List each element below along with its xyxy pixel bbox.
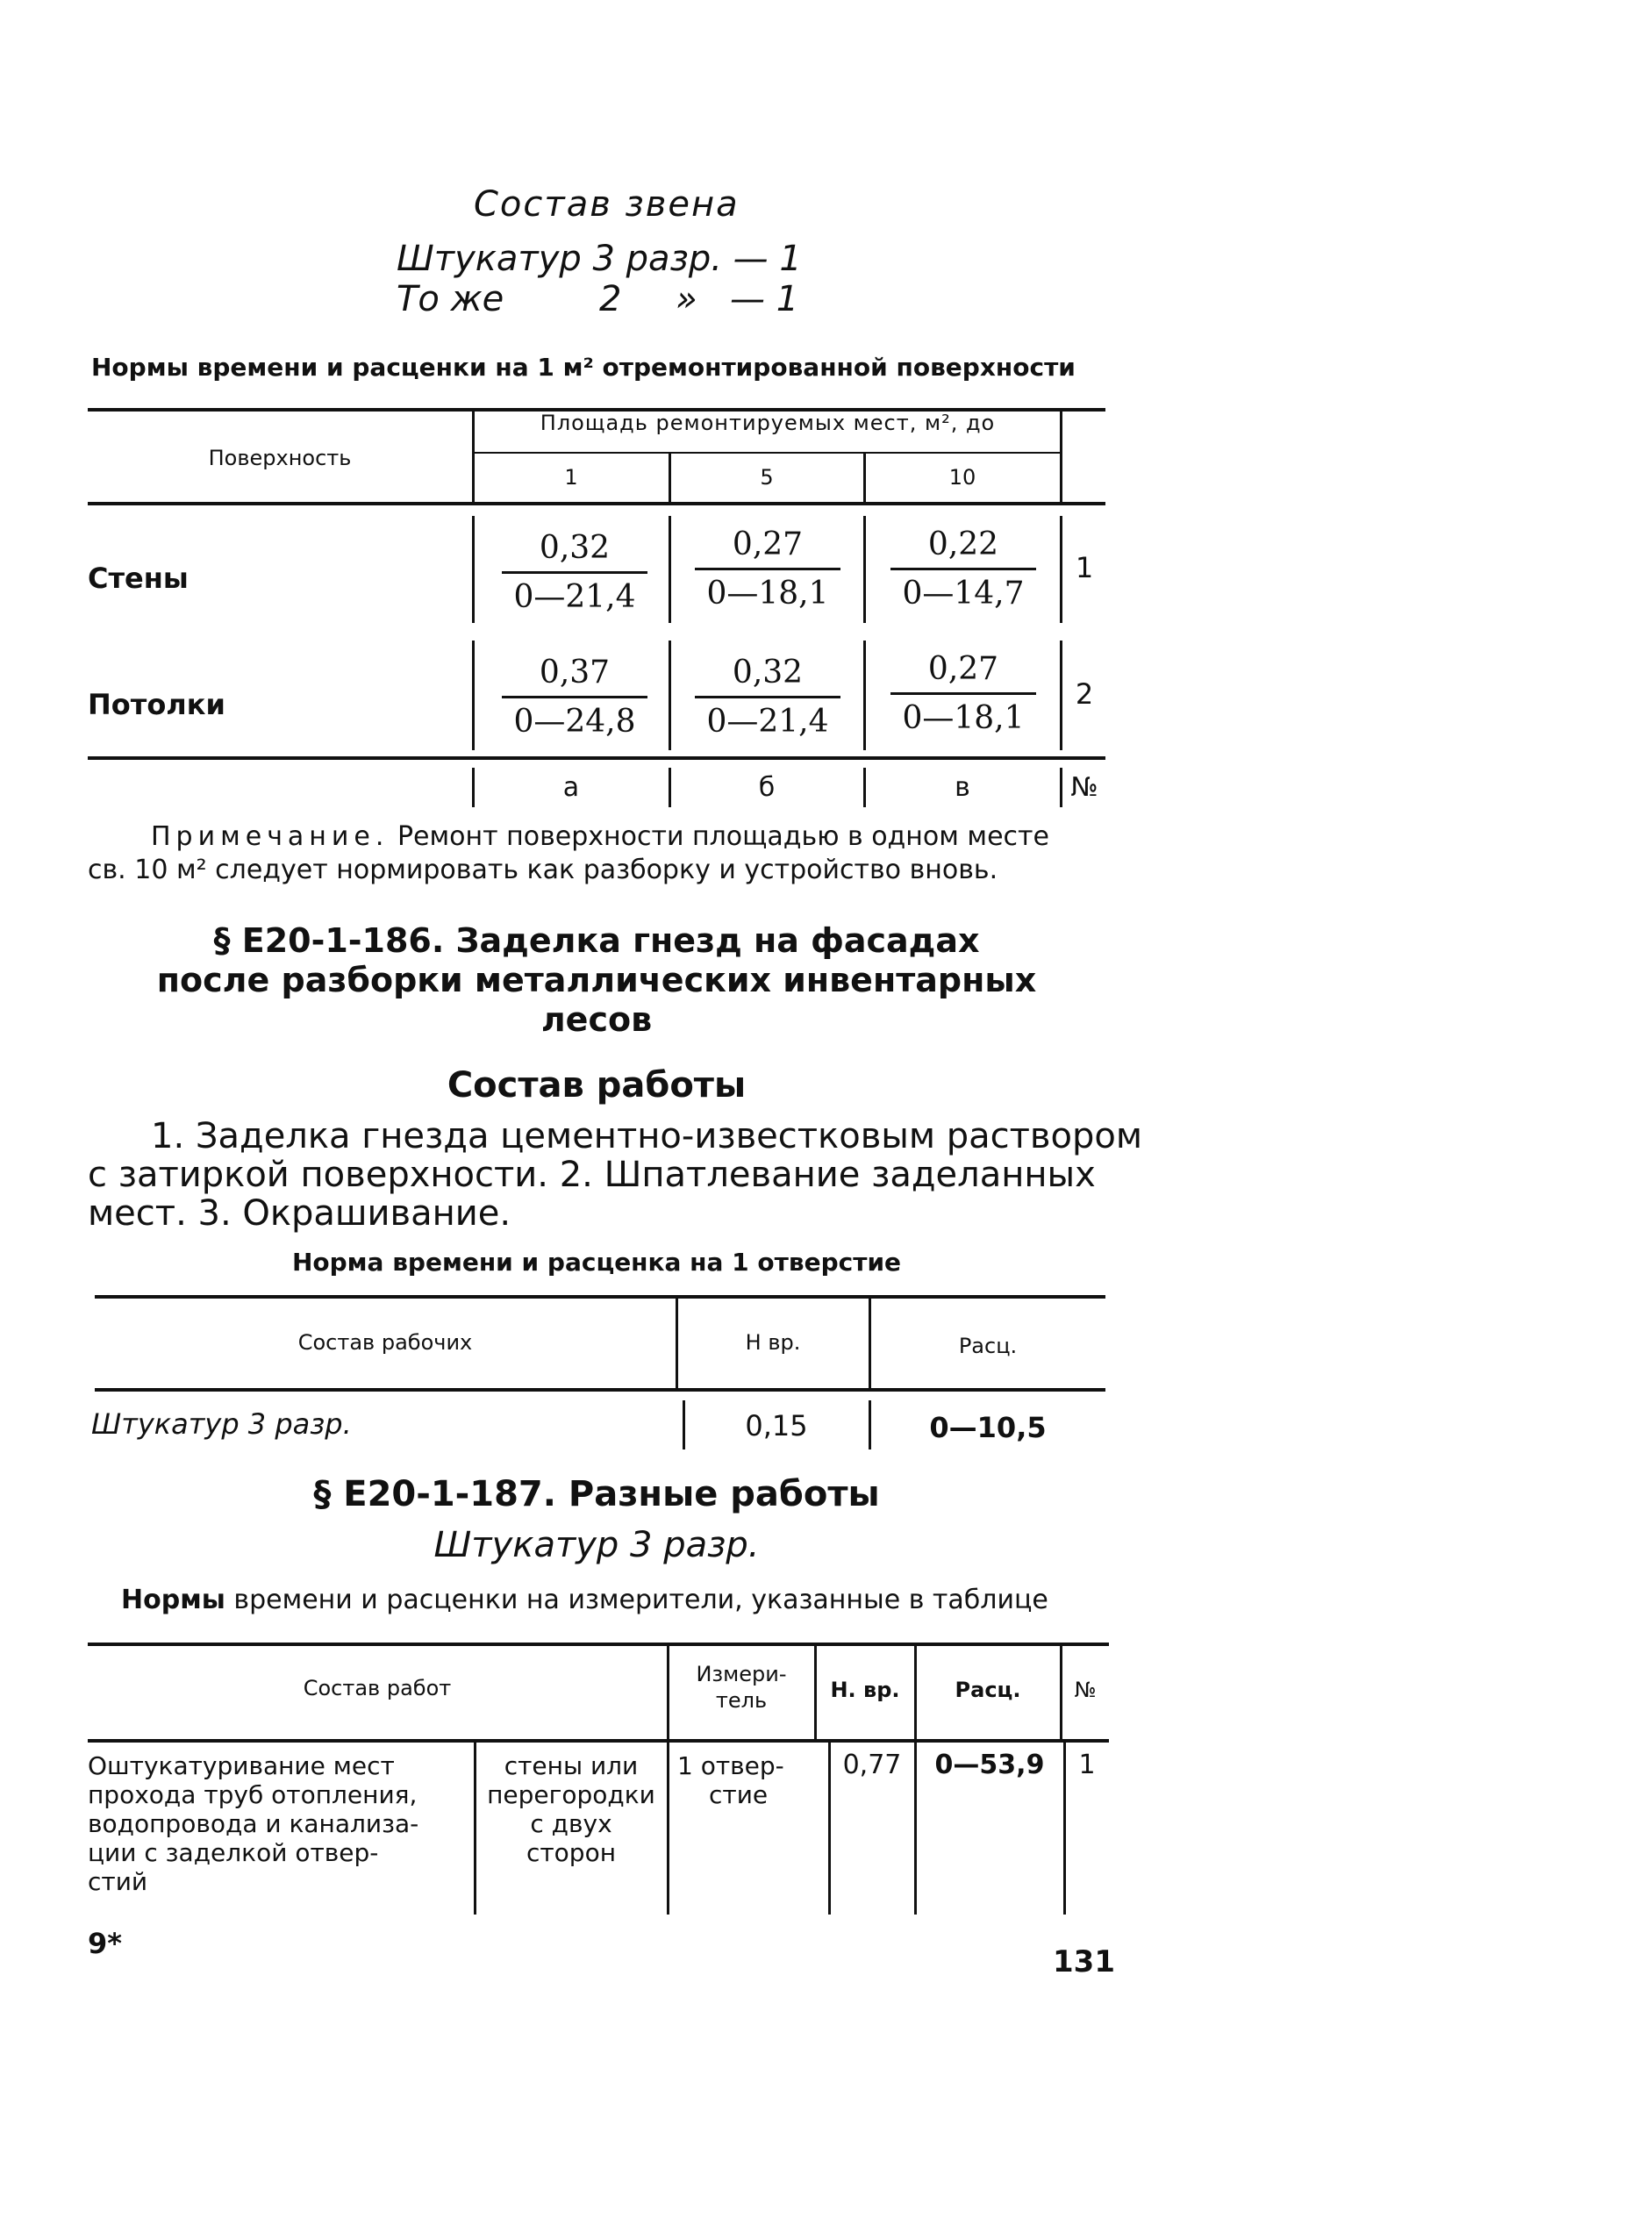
table3-caption-rest: времени и расценки на измерители, указанные в таблице bbox=[233, 1585, 1048, 1615]
crew-line-2-label: То же bbox=[397, 279, 504, 319]
col-area-header: Площадь ремонтируемых мест, м², до bbox=[540, 411, 996, 435]
col-surface-header: Поверхность bbox=[208, 446, 352, 470]
row-where-line-2: перегородки bbox=[487, 1780, 655, 1809]
crew-line-2-grade: 2 bbox=[599, 279, 622, 319]
walls-area-5 bbox=[684, 526, 851, 612]
area-col-10: 10 bbox=[948, 465, 976, 490]
section187-subtitle: Штукатур 3 разр. bbox=[433, 1525, 760, 1565]
ceilings-area-5 bbox=[684, 655, 851, 740]
row-where bbox=[476, 1751, 667, 1867]
ceilings-area-10-price: 0—18,1 bbox=[902, 700, 1025, 736]
area-col-5: 5 bbox=[760, 465, 774, 490]
note-label: Примечание. bbox=[151, 821, 390, 852]
walls-area-1-time: 0,32 bbox=[539, 530, 611, 566]
row-nvr: 0,15 bbox=[745, 1409, 808, 1442]
footer-col-v: в bbox=[955, 772, 970, 803]
note bbox=[151, 821, 1116, 852]
section186-title-1: § Е20-1-186. Заделка гнезд на фасадах bbox=[213, 921, 980, 960]
row-rasc-187: 0—53,9 bbox=[934, 1750, 1045, 1780]
row-desc-line-2: прохода труб отопления, bbox=[88, 1780, 418, 1809]
row-where-line-3: с двух bbox=[530, 1809, 612, 1838]
ceilings-row-number: 2 bbox=[1075, 677, 1094, 711]
section187-title: § Е20-1-187. Разные работы bbox=[313, 1474, 880, 1514]
row-rasc: 0—10,5 bbox=[929, 1411, 1047, 1444]
row-label-ceilings: Потолки bbox=[88, 688, 225, 721]
row-meter-line-1: 1 отвер- bbox=[677, 1751, 784, 1780]
row-worker: Штукатур 3 разр. bbox=[91, 1407, 352, 1441]
row-where-line-4: сторон bbox=[526, 1838, 617, 1867]
table3-caption-bold: Нормы bbox=[121, 1585, 225, 1615]
walls-area-10-price: 0—14,7 bbox=[902, 576, 1025, 612]
crew-line-2-ditto: » bbox=[676, 279, 697, 319]
table3-caption bbox=[121, 1585, 1048, 1615]
crew-line-2-count: — 1 bbox=[730, 279, 799, 319]
row-desc-line-5: стий bbox=[88, 1867, 148, 1896]
walls-area-10-time: 0,22 bbox=[927, 526, 999, 562]
page-number: 131 bbox=[1053, 1944, 1115, 1979]
row-no-187: 1 bbox=[1078, 1750, 1096, 1780]
work-composition-title: Состав работы bbox=[447, 1065, 747, 1106]
ceilings-area-1 bbox=[491, 655, 658, 740]
work-line-2: с затиркой поверхности. 2. Шпатлевание заделанных bbox=[88, 1155, 1096, 1195]
work-line-3: мест. 3. Окрашивание. bbox=[88, 1193, 511, 1234]
col-work-header: Состав работ bbox=[303, 1676, 452, 1700]
signature-mark: 9* bbox=[88, 1927, 122, 1960]
walls-area-10 bbox=[880, 526, 1047, 612]
walls-row-number: 1 bbox=[1075, 551, 1094, 584]
walls-area-5-time: 0,27 bbox=[732, 526, 804, 562]
footer-col-b: б bbox=[758, 772, 776, 803]
col-nvr-header: Н вр. bbox=[745, 1330, 801, 1355]
walls-area-1 bbox=[491, 530, 658, 615]
note-text-1: Ремонт поверхности площадью в одном месте bbox=[397, 821, 1049, 852]
row-label-walls: Стены bbox=[88, 562, 189, 595]
ceilings-area-1-time: 0,37 bbox=[539, 655, 611, 691]
ceilings-area-10 bbox=[880, 651, 1047, 736]
row-meter bbox=[677, 1751, 826, 1809]
col-rasc-header: Расц. bbox=[958, 1334, 1018, 1358]
row-nvr-187: 0,77 bbox=[842, 1750, 902, 1780]
col-meter-header-2: тель bbox=[715, 1688, 768, 1713]
ceilings-area-5-time: 0,32 bbox=[732, 655, 804, 691]
crew-line-1: Штукатур 3 разр. — 1 bbox=[397, 239, 802, 279]
footer-col-a: а bbox=[562, 772, 580, 803]
table2-caption: Норма времени и расценка на 1 отверстие bbox=[291, 1248, 902, 1277]
col-workers-header: Состав рабочих bbox=[297, 1330, 473, 1355]
section186-title-3: лесов bbox=[540, 1000, 653, 1039]
walls-area-5-price: 0—18,1 bbox=[706, 576, 829, 612]
col-no-header: № bbox=[1074, 1678, 1097, 1702]
ceilings-area-5-price: 0—21,4 bbox=[706, 704, 829, 740]
col-rasc-header-187: Расц. bbox=[955, 1678, 1021, 1702]
work-line-1: 1. Заделка гнезда цементно-известковым раствором bbox=[151, 1116, 1143, 1156]
col-meter-header-1: Измери- bbox=[696, 1662, 787, 1686]
ceilings-area-1-price: 0—24,8 bbox=[513, 704, 636, 740]
table1-caption: Нормы времени и расценки на 1 м² отремонтированной поверхности bbox=[91, 353, 1076, 382]
section186-title-2: после разборки металлических инвентарных bbox=[156, 961, 1037, 999]
footer-col-no: № bbox=[1070, 772, 1098, 803]
area-col-1: 1 bbox=[564, 465, 578, 490]
row-desc-line-4: ции с заделкой отвер- bbox=[88, 1838, 379, 1867]
col-nvr-header-187: Н. вр. bbox=[830, 1678, 900, 1702]
row-meter-line-2: стие bbox=[709, 1780, 769, 1809]
crew-title: Состав звена bbox=[474, 184, 740, 225]
row-desc bbox=[88, 1751, 467, 1896]
walls-area-1-price: 0—21,4 bbox=[513, 579, 636, 615]
note-text-2: св. 10 м² следует нормировать как разборку и устройство вновь. bbox=[88, 855, 998, 885]
ceilings-area-10-time: 0,27 bbox=[927, 651, 999, 687]
row-where-line-1: стены или bbox=[504, 1751, 639, 1780]
row-desc-line-1: Оштукатуривание мест bbox=[88, 1751, 395, 1780]
row-desc-line-3: водопровода и канализа- bbox=[88, 1809, 419, 1838]
